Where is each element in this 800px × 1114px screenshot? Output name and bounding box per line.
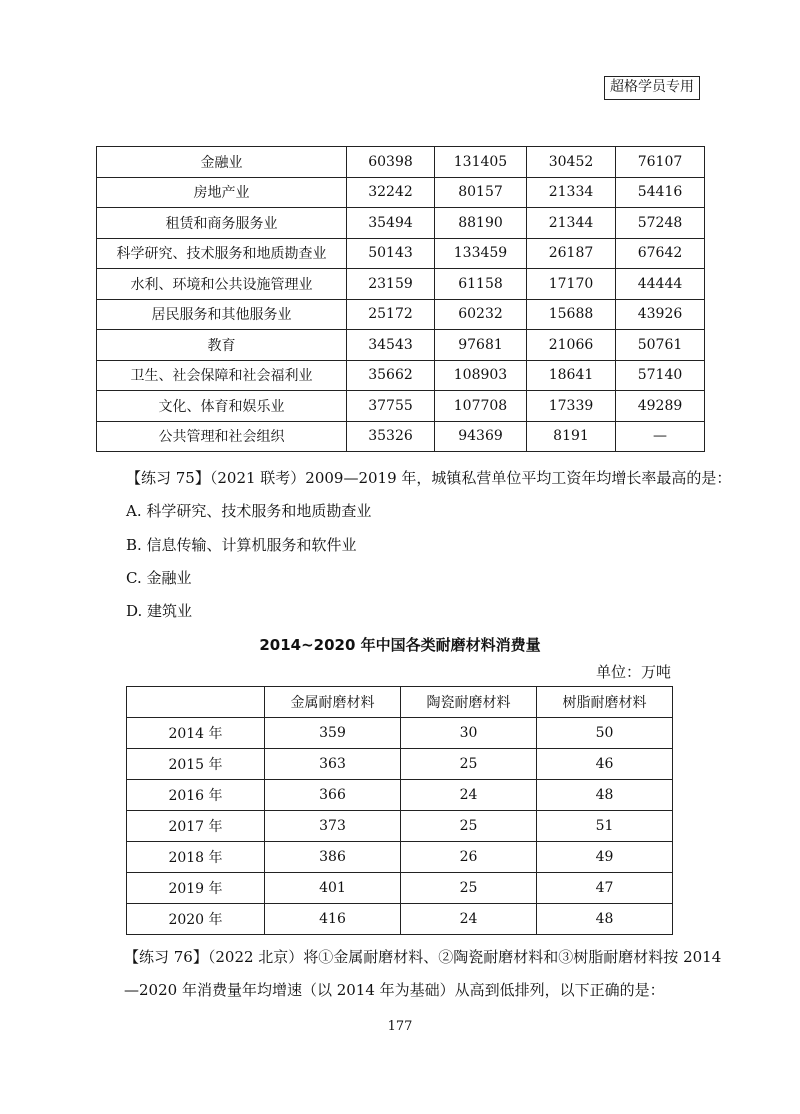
value-cell: 30452 xyxy=(527,147,616,178)
column-header: 陶瓷耐磨材料 xyxy=(401,687,537,718)
table-row xyxy=(97,208,705,239)
page-number: 177 xyxy=(387,1019,413,1034)
value-cell: 60232 xyxy=(435,299,527,330)
value-cell: 107708 xyxy=(435,391,527,422)
year-cell: 2017 年 xyxy=(127,811,265,842)
value-cell: 50 xyxy=(537,718,673,749)
table-header-row xyxy=(127,687,673,718)
table-row xyxy=(127,780,673,811)
value-cell: 363 xyxy=(265,749,401,780)
table-row xyxy=(127,904,673,935)
value-cell: 25 xyxy=(401,811,537,842)
industry-cell: 租赁和商务服务业 xyxy=(97,208,347,239)
value-cell: 80157 xyxy=(435,177,527,208)
value-cell: 97681 xyxy=(435,330,527,361)
q75-option-b: B. 信息传输、计算机服务和软件业 xyxy=(126,536,357,554)
value-cell: 17339 xyxy=(527,391,616,422)
value-cell: 34543 xyxy=(347,330,435,361)
year-cell: 2014 年 xyxy=(127,718,265,749)
value-cell: 32242 xyxy=(347,177,435,208)
table-row xyxy=(97,330,705,361)
value-cell: 43926 xyxy=(616,299,705,330)
year-cell: 2018 年 xyxy=(127,842,265,873)
table-row xyxy=(97,360,705,391)
value-cell: 49289 xyxy=(616,391,705,422)
value-cell: 131405 xyxy=(435,147,527,178)
industry-cell: 教育 xyxy=(97,330,347,361)
table-row xyxy=(97,238,705,269)
table-row xyxy=(97,299,705,330)
table-row xyxy=(127,811,673,842)
value-cell: 24 xyxy=(401,780,537,811)
wage-table xyxy=(96,146,705,452)
value-cell: 23159 xyxy=(347,269,435,300)
value-cell: 67642 xyxy=(616,238,705,269)
value-cell: 359 xyxy=(265,718,401,749)
table-row xyxy=(97,177,705,208)
value-cell: 17170 xyxy=(527,269,616,300)
value-cell: 94369 xyxy=(435,421,527,452)
column-header xyxy=(127,687,265,718)
value-cell: 57140 xyxy=(616,360,705,391)
value-cell: 386 xyxy=(265,842,401,873)
value-cell: 57248 xyxy=(616,208,705,239)
q76-stem-line2: —2020 年消费量年均增速（以 2014 年为基础）从高到低排列，以下正确的是： xyxy=(124,981,665,999)
year-cell: 2016 年 xyxy=(127,780,265,811)
value-cell: 48 xyxy=(537,904,673,935)
value-cell: 30 xyxy=(401,718,537,749)
value-cell: 8191 xyxy=(527,421,616,452)
value-cell: 21334 xyxy=(527,177,616,208)
value-cell: 76107 xyxy=(616,147,705,178)
table-row xyxy=(97,421,705,452)
year-cell: 2020 年 xyxy=(127,904,265,935)
value-cell: 18641 xyxy=(527,360,616,391)
column-header: 金属耐磨材料 xyxy=(265,687,401,718)
value-cell: 35662 xyxy=(347,360,435,391)
industry-cell: 房地产业 xyxy=(97,177,347,208)
value-cell: 37755 xyxy=(347,391,435,422)
value-cell: 373 xyxy=(265,811,401,842)
value-cell: 21344 xyxy=(527,208,616,239)
value-cell: 54416 xyxy=(616,177,705,208)
industry-cell: 卫生、社会保障和社会福利业 xyxy=(97,360,347,391)
value-cell: 46 xyxy=(537,749,673,780)
value-cell: 48 xyxy=(537,780,673,811)
wear-material-table xyxy=(126,686,673,935)
industry-cell: 公共管理和社会组织 xyxy=(97,421,347,452)
year-cell: 2015 年 xyxy=(127,749,265,780)
year-cell: 2019 年 xyxy=(127,873,265,904)
table2-title: 2014~2020 年中国各类耐磨材料消费量 xyxy=(259,636,541,654)
value-cell: 49 xyxy=(537,842,673,873)
value-cell: 26 xyxy=(401,842,537,873)
column-header: 树脂耐磨材料 xyxy=(537,687,673,718)
value-cell: 366 xyxy=(265,780,401,811)
value-cell: 25172 xyxy=(347,299,435,330)
value-cell: 60398 xyxy=(347,147,435,178)
value-cell: 35326 xyxy=(347,421,435,452)
value-cell: 401 xyxy=(265,873,401,904)
industry-cell: 水利、环境和公共设施管理业 xyxy=(97,269,347,300)
q75-option-c: C. 金融业 xyxy=(126,569,192,587)
table-row xyxy=(97,269,705,300)
value-cell: 44444 xyxy=(616,269,705,300)
value-cell: 47 xyxy=(537,873,673,904)
q75-stem: 【练习 75】（2021 联考）2009—2019 年，城镇私营单位平均工资年均增长率最高的是： xyxy=(126,469,732,487)
table-row xyxy=(127,718,673,749)
value-cell: 26187 xyxy=(527,238,616,269)
value-cell: 88190 xyxy=(435,208,527,239)
table-row xyxy=(127,842,673,873)
industry-cell: 金融业 xyxy=(97,147,347,178)
exclusive-badge: 超格学员专用 xyxy=(604,76,700,100)
value-cell: 133459 xyxy=(435,238,527,269)
value-cell: — xyxy=(616,421,705,452)
q75-option-d: D. 建筑业 xyxy=(126,602,193,620)
table-row xyxy=(97,147,705,178)
value-cell: 21066 xyxy=(527,330,616,361)
value-cell: 24 xyxy=(401,904,537,935)
value-cell: 25 xyxy=(401,873,537,904)
value-cell: 25 xyxy=(401,749,537,780)
value-cell: 50761 xyxy=(616,330,705,361)
value-cell: 50143 xyxy=(347,238,435,269)
table-row xyxy=(97,391,705,422)
table-row xyxy=(127,873,673,904)
table2-unit: 单位：万吨 xyxy=(596,663,672,681)
value-cell: 15688 xyxy=(527,299,616,330)
industry-cell: 文化、体育和娱乐业 xyxy=(97,391,347,422)
value-cell: 416 xyxy=(265,904,401,935)
industry-cell: 居民服务和其他服务业 xyxy=(97,299,347,330)
value-cell: 35494 xyxy=(347,208,435,239)
industry-cell: 科学研究、技术服务和地质勘查业 xyxy=(97,238,347,269)
q75-option-a: A. 科学研究、技术服务和地质勘查业 xyxy=(126,502,372,520)
q76-stem-line1: 【练习 76】（2022 北京）将①金属耐磨材料、②陶瓷耐磨材料和③树脂耐磨材料按 2014 xyxy=(124,948,722,966)
value-cell: 61158 xyxy=(435,269,527,300)
value-cell: 108903 xyxy=(435,360,527,391)
value-cell: 51 xyxy=(537,811,673,842)
table-row xyxy=(127,749,673,780)
